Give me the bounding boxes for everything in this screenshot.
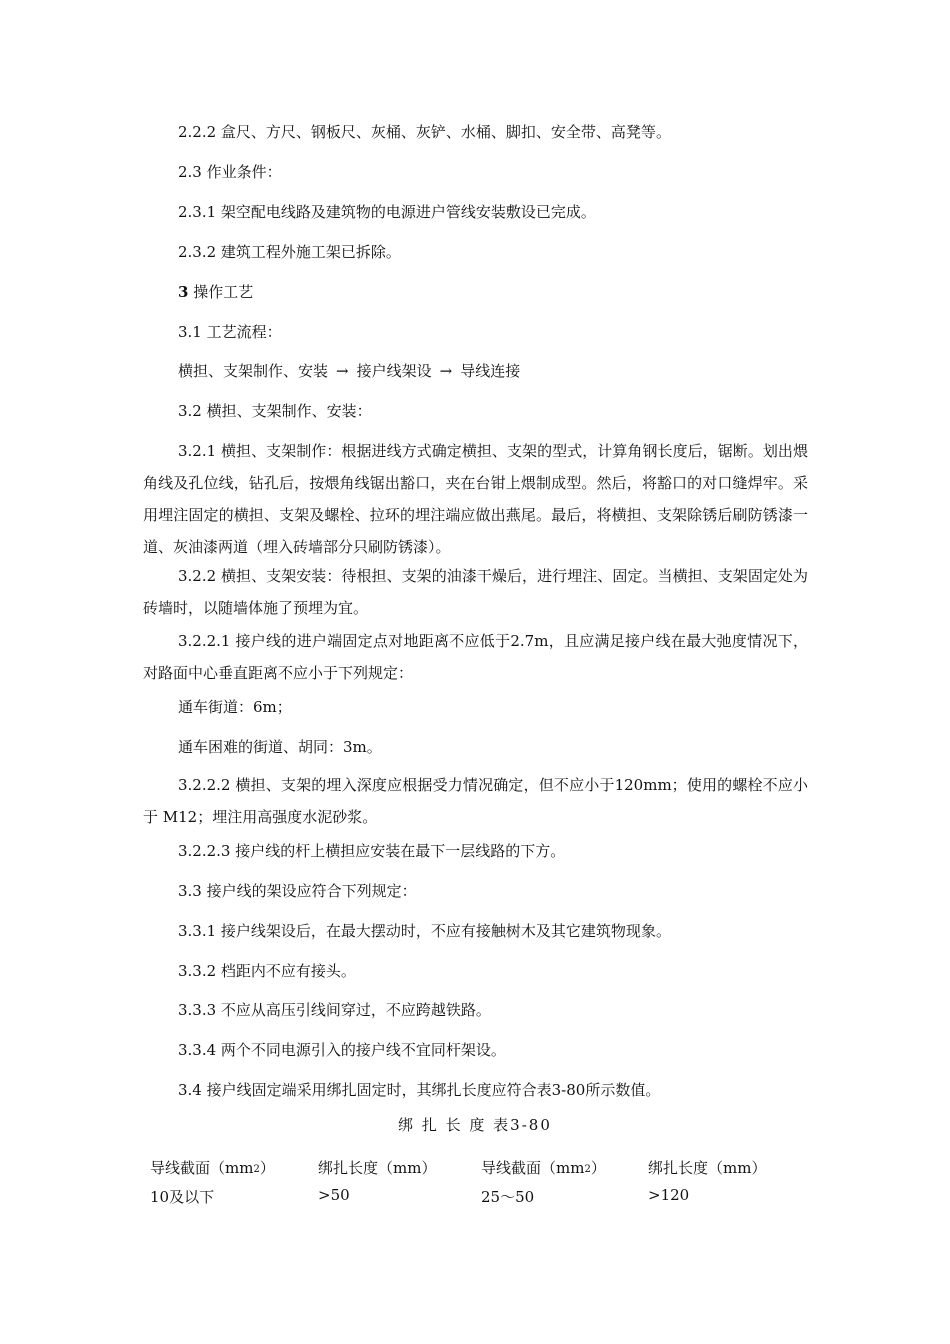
paragraph: 3.2.2.2 横担、支架的埋入深度应根据受力情况确定，但不应小于120mm；使用的螺栓不应小于 M12；埋注用高强度水泥砂浆。 (143, 776, 808, 826)
text-line: 2.3.1 架空配电线路及建筑物的电源进户管线安装敷设已完成。 (178, 203, 596, 221)
paragraph: 3.2.1 横担、支架制作：根据进线方式确定横担、支架的型式，计算角钢长度后，锯断。划出煨角线及孔位线，钻孔后，按煨角线锯出豁口，夹在台钳上煨制成型。然后，将豁口的对口缝焊牢。采用埋注固定的横担、支架及螺栓、拉环的埋注端应做出燕尾。最后，将横担、支架除锈后刷防锈漆一道、灰油漆两道（埋入砖墙部分只刷防锈漆）。 (143, 442, 808, 556)
text-line: 3.3.4 两个不同电源引入的接户线不宜同杆架设。 (178, 1041, 506, 1059)
table-header: 绑扎长度（mm） (648, 1159, 767, 1177)
table-header: 绑扎长度（mm） (318, 1159, 437, 1177)
text-line: 3.3.1 接户线架设后，在最大摆动时，不应有接触树木及其它建筑物现象。 (178, 922, 671, 940)
paragraph: 3.2.2 横担、支架安装：待根担、支架的油漆干燥后，进行埋注、固定。当横担、支架固定处为砖墙时，以随墙体施了预埋为宜。 (143, 567, 808, 617)
text-line: 3.2 横担、支架制作、安装： (178, 402, 372, 420)
table-header: 导线截面$(mm_2)$ (150, 1159, 275, 1177)
table-cell: 25～50 (481, 1188, 535, 1206)
table-title: 绑 扎 长 度 表3-80 (398, 1116, 552, 1134)
flow-step: 导线连接 (460, 362, 521, 380)
text-line: 3.3.3 不应从高压引线间穿过，不应跨越铁路。 (178, 1001, 491, 1019)
table-cell: >50 (318, 1186, 350, 1204)
text-line: 2.2.2 盒尺、方尺、钢板尺、灰桶、灰铲、水桶、脚扣、安全带、高凳等。 (178, 123, 671, 141)
text-line: 3.2.2.3 接户线的杆上横担应安装在最下一层线路的下方。 (178, 842, 566, 860)
text-line: 3.3.2 档距内不应有接头。 (178, 962, 356, 980)
text-line: 3.1 工艺流程： (178, 323, 282, 341)
arrow-icon: → (439, 362, 453, 380)
text-line: 2.3 作业条件： (178, 163, 282, 181)
section-title: 操作工艺 (188, 283, 254, 301)
section-heading (178, 282, 253, 302)
flow-step: 横担、支架制作、安装 (178, 362, 329, 380)
section-number: 3 (178, 283, 189, 301)
table-cell: 10及以下 (150, 1188, 215, 1206)
text-line: 通车困难的街道、胡同：3m。 (178, 738, 382, 756)
flow-step: 接户线架设 (356, 362, 432, 380)
process-flow (178, 361, 520, 381)
text-line: 通车街道：6m； (178, 698, 292, 716)
text-line: 3.4 接户线固定端采用绑扎固定时，其绑扎长度应符合表3-80所示数值。 (178, 1081, 661, 1099)
text-line: 2.3.2 建筑工程外施工架已拆除。 (178, 243, 401, 261)
text-line: 3.3 接户线的架设应符合下列规定： (178, 882, 417, 900)
arrow-icon: → (336, 362, 349, 380)
paragraph: 3.2.2.1 接户线的进户端固定点对地距离不应低于2.7m，且应满足接户线在最大弛度情况下，对路面中心垂直距离不应小于下列规定： (143, 632, 808, 682)
table-header: 导线截面$(mm_2)$ (481, 1159, 606, 1177)
table-cell: >120 (648, 1186, 690, 1204)
